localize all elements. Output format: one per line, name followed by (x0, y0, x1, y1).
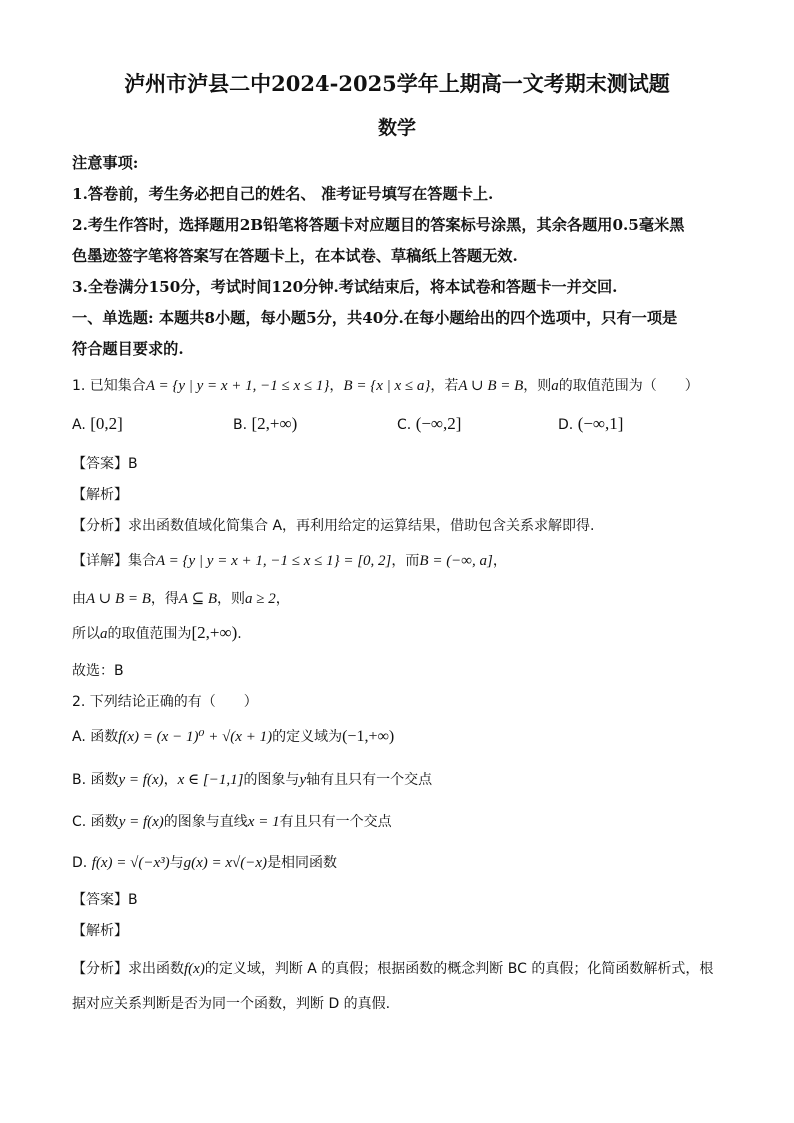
notice-item-2-line2: 色墨迹签字笔将答案写在答题卡上，在本试卷、草稿纸上答题无效. (72, 247, 518, 265)
q1-tail: 的取值范围为（ ） (558, 378, 699, 394)
q1-xj2-a: 由 (72, 591, 86, 607)
q1-prefix: 1. 已知集合 (72, 378, 146, 394)
q1-xiangjie-tag: 【详解】 (72, 553, 128, 569)
q2-opt-d-2: f(x) = √(−x³) (91, 855, 170, 871)
q1-answer-value: B (128, 456, 138, 472)
q1-xj1-d: B = (−∞, a] (419, 553, 493, 569)
q1-xj3-b: a (100, 626, 108, 642)
q1-analysis-tag: 【解析】 (72, 487, 128, 503)
q2-opt-c-1: C. 函数 (72, 814, 119, 830)
q2-opt-b-6: y (299, 772, 307, 788)
q1-option-b (233, 414, 297, 434)
q1-xj2-d: A ⊆ B (178, 591, 218, 607)
q2-opt-d-5: 是相同函数 (267, 855, 338, 871)
q2-opt-b-3: ， (163, 772, 178, 788)
q2-fenxi-tag: 【分析】 (72, 961, 128, 977)
q1-xj1-b: A = {y | y = x + 1, −1 ≤ x ≤ 1} = [0, 2] (156, 553, 392, 569)
q1-xj3-e: . (237, 626, 242, 642)
q1-xj3-a: 所以 (72, 626, 100, 642)
section-heading-line2: 符合题目要求的. (72, 340, 184, 358)
section-heading-line1: 一、单选题: 本题共8小题，每小题5分，共40分.在每小题给出的四个选项中，只有一项是 (72, 309, 678, 327)
q1-option-a-value: [0,2] (90, 414, 123, 433)
q2-option-b (72, 769, 432, 789)
q1-if-text: ，若 (430, 378, 459, 394)
q2-option-c (72, 811, 392, 831)
q1-answer (72, 453, 138, 473)
q1-xj1-a: 集合 (128, 553, 156, 569)
exam-title: 泸州市泸县二中2024-2025学年上期高一文考期末测试题 (124, 71, 670, 96)
q1-xj2-f: a ≥ 2 (245, 591, 276, 607)
q1-fenxi (72, 515, 594, 535)
q2-opt-d-4: g(x) = x√(−x) (183, 855, 268, 871)
q1-xj3-d: [2,+∞) (191, 623, 238, 642)
q2-opt-b-4: x ∈ [−1,1] (177, 772, 244, 788)
q2-answer-tag: 【答案】 (72, 892, 128, 908)
q1-option-d-label: D. (558, 417, 574, 433)
q1-option-d-value: (−∞,1] (577, 414, 624, 433)
q2-opt-c-2: y = f(x) (118, 814, 164, 830)
q2-opt-a-4: (−1,+∞) (342, 728, 395, 745)
q2-opt-d-3: 与 (169, 855, 184, 871)
q2-answer (72, 889, 138, 909)
q1-answer-tag: 【答案】 (72, 456, 128, 472)
q1-xiangjie-line3 (72, 623, 242, 643)
q2-opt-b-5: 的图象与 (243, 772, 300, 788)
q1-set-b: B = {x | x ≤ a} (343, 378, 431, 394)
q1-xj3-c: 的取值范围为 (107, 626, 192, 642)
q2-opt-b-2: y = f(x) (118, 772, 164, 788)
q2-opt-c-3: 的图象与直线 (163, 814, 248, 830)
q1-set-a: A = {y | y = x + 1, −1 ≤ x ≤ 1} (145, 378, 330, 394)
q2-opt-d-1: D. (72, 855, 88, 871)
q2-opt-a-2: f(x) = (x − 1)⁰ + √(x + 1) (118, 729, 273, 745)
q1-xj2-c: ，得 (150, 591, 179, 607)
q1-option-c-label: C. (397, 417, 412, 433)
q2-opt-a-3: 的定义域为 (272, 729, 343, 745)
subject-title: 数学 (377, 117, 416, 139)
q1-xj1-c: ，而 (391, 553, 420, 569)
q1-option-c-value: (−∞,2] (415, 414, 462, 433)
q2-option-a (72, 726, 394, 746)
q1-option-a-label: A. (72, 417, 86, 433)
notice-heading: 注意事项: (72, 154, 139, 172)
q2-analysis-tag: 【解析】 (72, 923, 128, 939)
q1-fenxi-text: 求出函数值域化简集合 A，再利用给定的运算结果，借助包含关系求解即得. (128, 518, 595, 534)
q2-answer-value: B (128, 892, 138, 908)
q1-option-c (397, 414, 461, 434)
q2-fenxi-line2: 据对应关系判断是否为同一个函数，判断 D 的真假. (72, 996, 391, 1012)
q2-opt-a-1: A. 函数 (72, 729, 119, 745)
q1-option-b-label: B. (233, 417, 248, 433)
q1-fenxi-tag: 【分析】 (72, 518, 128, 534)
q1-choice: 故选：B (72, 663, 124, 679)
q2-opt-b-1: B. 函数 (72, 772, 119, 788)
q2-fenxi-line1 (72, 958, 713, 978)
q1-option-b-value: [2,+∞) (251, 414, 298, 433)
q2-stem: 2. 下列结论正确的有（ ） (72, 694, 258, 710)
q1-comma: ， (329, 378, 344, 394)
q1-option-d (558, 414, 623, 434)
q1-var: a (551, 378, 559, 394)
q1-xj1-e: ， (492, 553, 507, 569)
q1-option-a (72, 414, 123, 434)
q2-opt-b-7: 轴有且只有一个交点 (306, 772, 433, 788)
q2-fx-c: 的定义域，判断 A 的真假；根据函数的概念判断 BC 的真假；化简函数解析式，根 (204, 961, 714, 977)
q2-fx-a: 求出函数 (128, 961, 184, 977)
q2-option-d (72, 852, 337, 872)
q2-fx-b: f(x) (184, 961, 205, 977)
notice-item-1: 1.答卷前，考生务必把自己的姓名、 准考证号填写在答题卡上. (72, 185, 494, 203)
q1-then-text: ，则 (523, 378, 552, 394)
q1-xiangjie-line1 (72, 550, 507, 570)
notice-item-3: 3.全卷满分150分，考试时间120分钟.考试结束后，将本试卷和答题卡一并交回. (72, 278, 618, 296)
q1-xj2-g: ， (275, 591, 290, 607)
q1-stem (72, 375, 699, 395)
q1-xj2-b: A ∪ B = B (86, 591, 151, 607)
q2-opt-c-4: x = 1 (247, 814, 280, 830)
q1-xj2-e: ，则 (217, 591, 246, 607)
q1-xiangjie-line2 (72, 588, 290, 608)
q2-opt-c-5: 有且只有一个交点 (279, 814, 392, 830)
q1-condition: A ∪ B = B (458, 378, 524, 394)
notice-item-2-line1: 2.考生作答时，选择题用2B铅笔将答题卡对应题目的答案标号涂黑，其余各题用0.5毫米黑 (72, 216, 685, 234)
